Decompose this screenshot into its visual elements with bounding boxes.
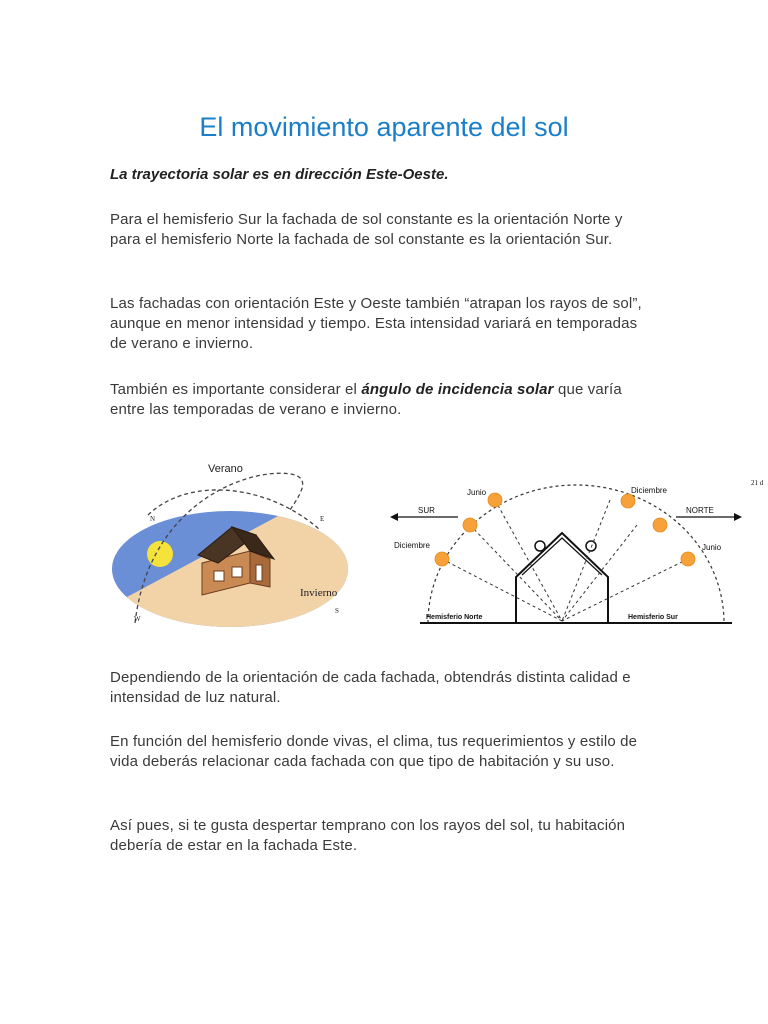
solar-diagrams-svg [110,455,768,635]
house-section [516,533,608,623]
collector-left-icon [535,541,545,551]
solar-diagrams [110,455,768,635]
sun-angle-diagram [390,479,764,623]
paragraph-3 [110,380,650,420]
label-diciembre-left: Diciembre [394,541,431,550]
label-verano: Verano [208,463,243,475]
paragraph-3-emphasis: ángulo de incidencia solar [361,381,554,398]
label-n: N [150,515,156,523]
paragraph-6: Así pues, si te gusta despertar temprano con los rayos del sol, tu habitación debería de estar en la fachada Este. [110,817,626,854]
label-junio-right: Junio [702,543,722,552]
subtitle: La trayectoria solar es en dirección Este-Oeste. [110,166,449,183]
paragraph-3-text: También es importante considerar el [110,381,362,398]
sun-icon [463,518,477,532]
label-invierno: Invierno [300,587,338,599]
label-s: S [335,607,339,615]
label-diciembre-right: Diciembre [631,486,668,495]
paragraph-1: Para el hemisferio Sur la fachada de sol constante es la orientación Norte y para el hemisferio Norte la fachada de sol constante es la orientación Sur. [110,211,623,248]
sun-icon [681,552,695,566]
collector-right-icon [586,541,596,551]
paragraph-2: Las fachadas con orientación Este y Oeste también “atrapan los rayos de sol”, aunque en menor intensidad y tiempo. Esta intensidad variará en temporadas de verano e invierno. [110,295,642,352]
sun-icon [621,494,635,508]
paragraph-3-text-end: que varía entre las temporadas de verano e invierno. [110,381,622,418]
label-corner: 21 d [751,479,764,487]
paragraph-5: En función del hemisferio donde vivas, el clima, tus requerimientos y estilo de vida deberás relacionar cada fachada con que tipo de habitación y su uso. [110,733,638,770]
sun-icon [147,541,173,567]
label-e: E [320,515,325,523]
sun-icon [435,552,449,566]
sun-icon [488,493,502,507]
paragraph-4: Dependiendo de la orientación de cada fachada, obtendrás distinta calidad e intensidad de luz natural. [110,669,631,706]
label-norte: NORTE [686,506,714,515]
solar-path-diagram [112,463,350,635]
label-junio-left: Junio [467,488,487,497]
label-w: W [134,615,141,623]
label-hemisferio-sur: Hemisferio Sur [628,614,678,621]
label-sur: SUR [418,506,435,515]
label-hemisferio-norte: Hemisferio Norte [426,614,483,621]
page-title: El movimiento aparente del sol [199,112,569,142]
sun-icon [653,518,667,532]
